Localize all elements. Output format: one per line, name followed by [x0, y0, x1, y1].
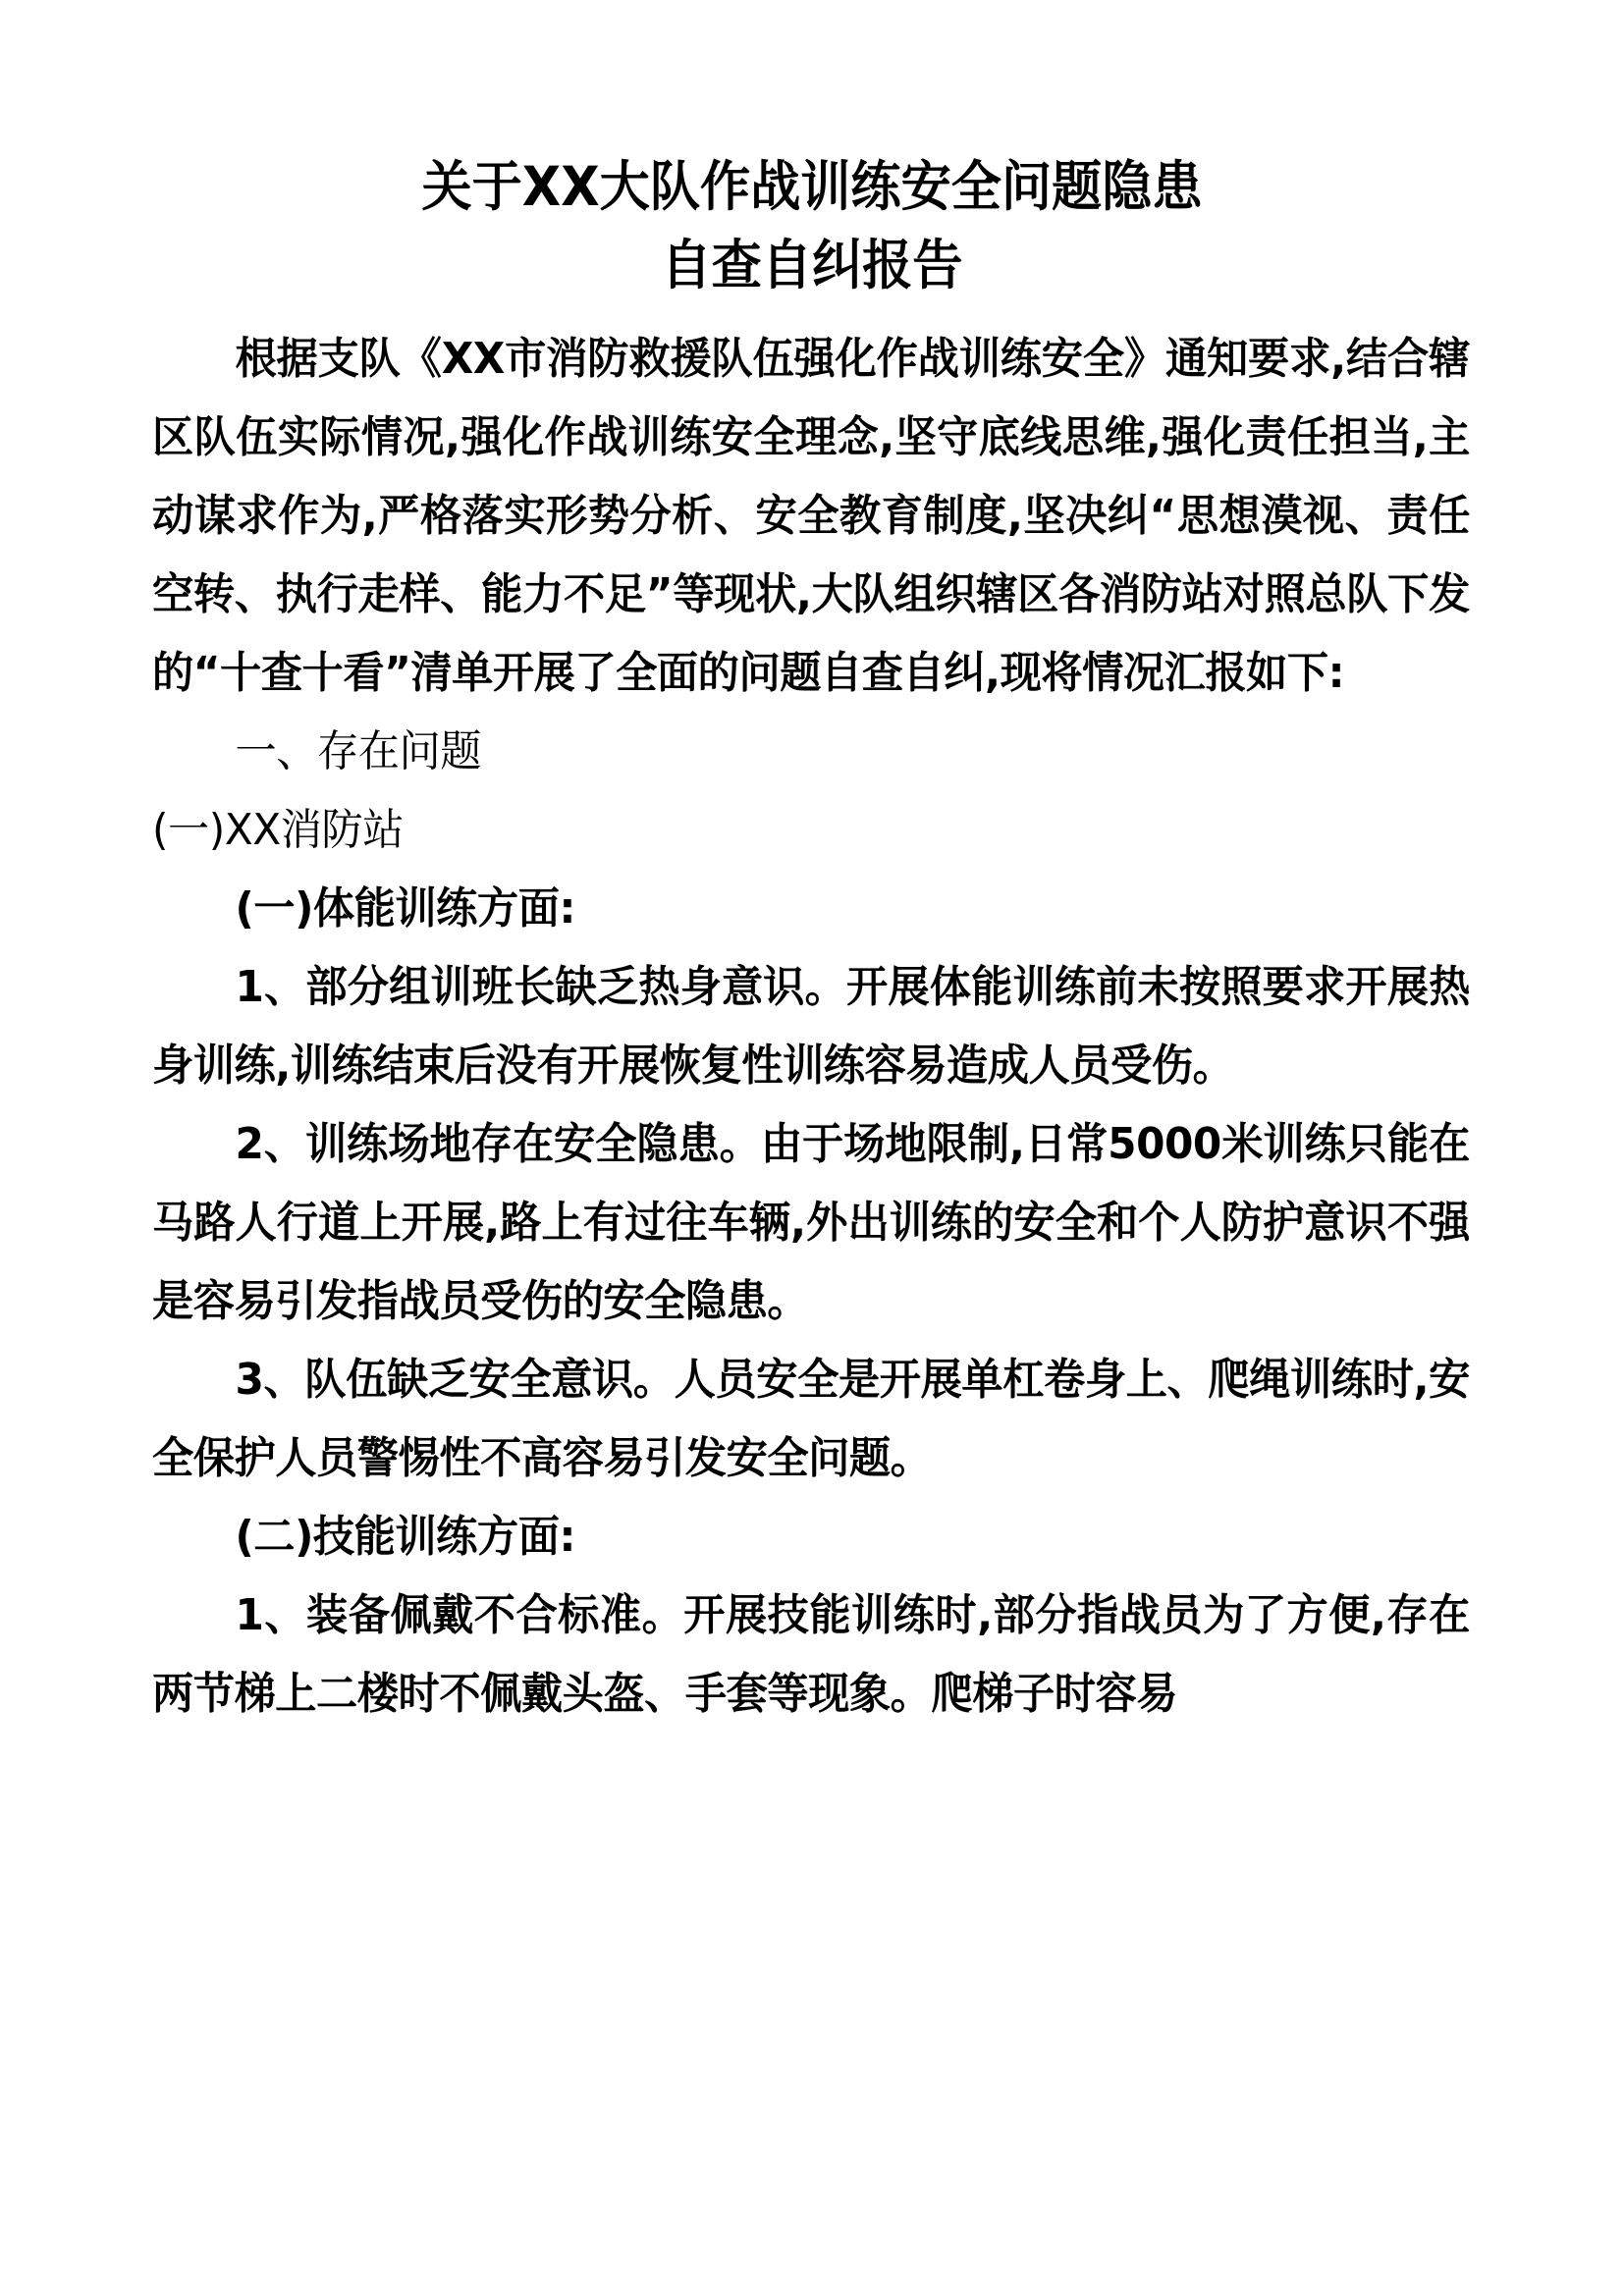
heading-skill-training: (二)技能训练方面:: [235, 1512, 575, 1562]
page-title-line-1: 关于XX大队作战训练安全问题隐患: [421, 155, 1203, 218]
heading-physical-training: (一)体能训练方面:: [235, 883, 575, 934]
heading-subsection-station: (一)XX消防站: [152, 805, 404, 855]
document-body: [152, 320, 1472, 1734]
page-title-line-2: 自查自纠报告: [661, 234, 963, 296]
page-title: [198, 147, 1426, 304]
heading-section-one: 一、存在问题: [235, 726, 482, 776]
item-physical-2: 2、训练场地存在安全隐患。由于场地限制,日常5000米训练只能在马路人行道上开展,路上有过往车辆,外出训练的安全和个人防护意识不强是容易引发指战员受伤的安全隐患。: [152, 1119, 1470, 1326]
paragraph-intro: 根据支队《XX市消防救援队伍强化作战训练安全》通知要求,结合辖区队伍实际情况,强化作战训练安全理念,坚守底线思维,强化责任担当,主动谋求作为,严格落实形势分析、安全教育制度,坚决纠“思想漠视、责任空转、执行走样、能力不足”等现状,大队组织辖区各消防站对照总队下发的“十查十看”清单开展了全面的问题自查自纠,现将情况汇报如下:: [152, 334, 1470, 698]
item-skill-1: 1、装备佩戴不合标准。开展技能训练时,部分指战员为了方便,存在两节梯上二楼时不佩戴头盔、手套等现象。爬梯子时容易: [152, 1590, 1470, 1719]
item-physical-3: 3、队伍缺乏安全意识。人员安全是开展单杠卷身上、爬绳训练时,安全保护人员警惕性不高容易引发安全问题。: [152, 1355, 1470, 1483]
item-physical-1: 1、部分组训班长缺乏热身意识。开展体能训练前未按照要求开展热身训练,训练结束后没有开展恢复性训练容易造成人员受伤。: [152, 962, 1470, 1091]
